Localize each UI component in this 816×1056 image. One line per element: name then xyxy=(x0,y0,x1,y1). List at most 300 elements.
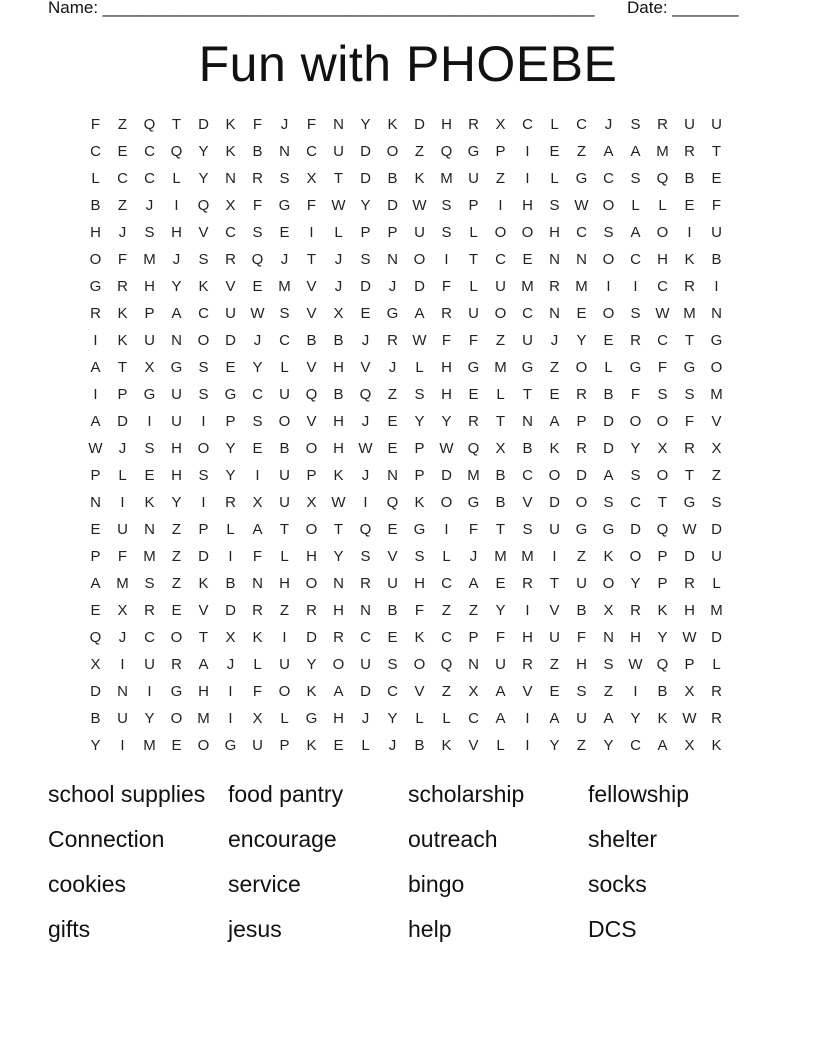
grid-letter: U xyxy=(252,737,263,754)
grid-letter: Q xyxy=(386,494,399,511)
grid-letter: V xyxy=(306,278,317,295)
grid-row xyxy=(82,546,730,573)
grid-letter: M xyxy=(494,548,507,565)
grid-letter: F xyxy=(468,521,479,538)
grid-letter: B xyxy=(333,386,344,403)
grid-letter: J xyxy=(280,251,289,268)
grid-letter: E xyxy=(549,143,560,160)
grid-letter: T xyxy=(333,521,344,538)
grid-letter: D xyxy=(630,521,641,538)
grid-letter: W xyxy=(412,197,427,214)
grid-letter: L xyxy=(91,170,100,187)
grid-letter: H xyxy=(90,224,101,241)
grid-letter: S xyxy=(414,548,425,565)
grid-letter: I xyxy=(714,278,719,295)
grid-letter: L xyxy=(712,656,721,673)
grid-letter: B xyxy=(333,332,344,349)
grid-letter: K xyxy=(225,143,236,160)
grid-row xyxy=(82,114,730,141)
grid-letter: C xyxy=(522,305,533,322)
grid-letter: S xyxy=(252,413,263,430)
grid-letter: V xyxy=(522,494,533,511)
grid-letter: E xyxy=(549,683,560,700)
grid-letter: X xyxy=(495,440,506,457)
grid-letter: E xyxy=(387,521,398,538)
grid-letter: X xyxy=(90,656,101,673)
grid-letter: S xyxy=(360,548,371,565)
word-list-item: shelter xyxy=(588,826,658,852)
grid-letter: C xyxy=(306,143,317,160)
grid-letter: Y xyxy=(387,710,398,727)
grid-letter: Q xyxy=(440,656,453,673)
grid-letter: S xyxy=(414,386,425,403)
grid-letter: Q xyxy=(197,197,210,214)
grid-letter: I xyxy=(525,170,530,187)
grid-letter: F xyxy=(441,332,452,349)
grid-letter: O xyxy=(602,251,615,268)
word-list-item: jesus xyxy=(228,916,282,942)
grid-row xyxy=(82,735,730,762)
grid-letter: M xyxy=(143,737,156,754)
grid-letter: T xyxy=(333,170,344,187)
grid-letter: I xyxy=(228,683,233,700)
grid-letter: U xyxy=(225,305,236,322)
grid-letter: I xyxy=(363,494,368,511)
grid-letter: C xyxy=(90,143,101,160)
grid-letter: W xyxy=(439,440,454,457)
grid-letter: K xyxy=(198,575,209,592)
grid-letter: N xyxy=(711,305,722,322)
grid-letter: F xyxy=(306,197,317,214)
grid-letter: I xyxy=(120,494,125,511)
grid-letter: S xyxy=(198,251,209,268)
grid-letter: D xyxy=(711,521,722,538)
grid-letter: V xyxy=(198,602,209,619)
grid-letter: O xyxy=(656,413,669,430)
grid-letter: O xyxy=(521,224,534,241)
grid-letter: F xyxy=(90,116,101,133)
grid-letter: Y xyxy=(657,629,668,646)
grid-letter: C xyxy=(630,494,641,511)
grid-letter: Y xyxy=(171,494,182,511)
grid-letter: W xyxy=(412,332,427,349)
grid-letter: U xyxy=(279,467,290,484)
grid-letter: V xyxy=(414,683,425,700)
grid-letter: O xyxy=(656,224,669,241)
word-list-item: scholarship xyxy=(408,781,525,807)
grid-letter: J xyxy=(118,440,127,457)
grid-letter: N xyxy=(144,521,155,538)
grid-letter: H xyxy=(144,278,155,295)
grid-letter: S xyxy=(522,521,533,538)
grid-letter: I xyxy=(444,251,449,268)
grid-letter: C xyxy=(468,710,479,727)
grid-letter: C xyxy=(387,683,398,700)
grid-letter: U xyxy=(117,521,128,538)
grid-letter: P xyxy=(306,467,317,484)
grid-letter: X xyxy=(306,170,317,187)
grid-letter: P xyxy=(657,575,668,592)
grid-letter: A xyxy=(495,710,506,727)
grid-row xyxy=(82,600,730,627)
grid-letter: X xyxy=(252,494,263,511)
word-list-item: encourage xyxy=(228,826,337,852)
grid-letter: L xyxy=(253,656,262,673)
grid-letter: C xyxy=(441,575,452,592)
grid-letter: B xyxy=(684,170,695,187)
grid-letter: P xyxy=(468,197,479,214)
grid-letter: Q xyxy=(440,143,453,160)
grid-letter: E xyxy=(171,737,182,754)
grid-letter: I xyxy=(255,467,260,484)
grid-letter: N xyxy=(360,602,371,619)
word-search-grid xyxy=(82,114,730,762)
grid-letter: L xyxy=(442,548,451,565)
grid-letter: D xyxy=(360,683,371,700)
grid-letter: Z xyxy=(711,467,722,484)
grid-letter: R xyxy=(711,710,722,727)
grid-letter: J xyxy=(280,116,289,133)
grid-letter: M xyxy=(494,359,507,376)
grid-letter: N xyxy=(333,575,344,592)
grid-letter: A xyxy=(198,656,209,673)
grid-letter: M xyxy=(467,467,480,484)
grid-letter: S xyxy=(549,197,560,214)
grid-letter: R xyxy=(630,602,641,619)
grid-row xyxy=(82,465,730,492)
grid-letter: N xyxy=(549,251,560,268)
word-list-item: socks xyxy=(588,871,647,897)
grid-letter: E xyxy=(117,143,128,160)
grid-letter: T xyxy=(198,629,209,646)
grid-letter: B xyxy=(225,575,236,592)
grid-letter: C xyxy=(252,386,263,403)
grid-letter: S xyxy=(630,170,641,187)
grid-letter: C xyxy=(360,629,371,646)
grid-letter: F xyxy=(414,602,425,619)
grid-letter: Z xyxy=(387,386,398,403)
grid-letter: Y xyxy=(333,548,344,565)
grid-letter: Y xyxy=(225,467,236,484)
grid-letter: L xyxy=(604,359,613,376)
grid-letter: O xyxy=(602,305,615,322)
grid-letter: S xyxy=(279,305,290,322)
grid-letter: V xyxy=(549,602,560,619)
grid-letter: Y xyxy=(198,143,209,160)
grid-letter: G xyxy=(386,305,399,322)
grid-letter: Z xyxy=(495,332,506,349)
grid-letter: Q xyxy=(656,656,669,673)
grid-letter: W xyxy=(682,710,697,727)
grid-letter: D xyxy=(360,170,371,187)
grid-letter: Z xyxy=(576,143,587,160)
grid-letter: N xyxy=(549,305,560,322)
grid-letter: U xyxy=(711,224,722,241)
grid-letter: L xyxy=(415,710,424,727)
grid-letter: H xyxy=(333,440,344,457)
grid-letter: T xyxy=(684,332,695,349)
grid-letter: Y xyxy=(576,332,587,349)
grid-letter: G xyxy=(575,170,588,187)
grid-letter: M xyxy=(521,548,534,565)
grid-letter: H xyxy=(414,575,425,592)
grid-letter: K xyxy=(117,332,128,349)
grid-letter: Y xyxy=(630,575,641,592)
grid-letter: H xyxy=(522,197,533,214)
grid-letter: P xyxy=(414,467,425,484)
grid-letter: S xyxy=(630,467,641,484)
grid-letter: G xyxy=(602,521,615,538)
grid-letter: C xyxy=(630,737,641,754)
grid-letter: R xyxy=(225,494,236,511)
grid-letter: A xyxy=(90,575,101,592)
grid-letter: P xyxy=(225,413,236,430)
grid-letter: J xyxy=(361,467,370,484)
grid-letter: I xyxy=(174,197,179,214)
grid-letter: Z xyxy=(171,521,182,538)
grid-letter: H xyxy=(657,251,668,268)
grid-letter: K xyxy=(414,629,425,646)
grid-letter: K xyxy=(306,737,317,754)
grid-letter: C xyxy=(225,224,236,241)
grid-letter: I xyxy=(633,278,638,295)
grid-letter: T xyxy=(495,521,506,538)
grid-letter: B xyxy=(90,710,101,727)
grid-letter: J xyxy=(361,413,370,430)
grid-letter: M xyxy=(143,251,156,268)
grid-letter: A xyxy=(549,710,560,727)
grid-letter: L xyxy=(280,548,289,565)
grid-letter: O xyxy=(386,143,399,160)
grid-letter: O xyxy=(440,494,453,511)
grid-letter: R xyxy=(333,629,344,646)
grid-letter: I xyxy=(201,494,206,511)
grid-letter: X xyxy=(684,737,695,754)
grid-letter: D xyxy=(198,548,209,565)
grid-letter: J xyxy=(226,656,235,673)
grid-letter: O xyxy=(305,521,318,538)
word-list xyxy=(48,779,768,959)
grid-letter: E xyxy=(684,197,695,214)
grid-letter: S xyxy=(198,467,209,484)
grid-letter: B xyxy=(252,143,263,160)
grid-letter: G xyxy=(629,359,642,376)
grid-row xyxy=(82,708,730,735)
grid-letter: F xyxy=(252,116,263,133)
grid-letter: Y xyxy=(252,359,263,376)
grid-letter: B xyxy=(387,602,398,619)
grid-letter: I xyxy=(93,386,98,403)
grid-letter: G xyxy=(89,278,102,295)
grid-letter: A xyxy=(468,575,479,592)
grid-letter: Z xyxy=(549,656,560,673)
grid-letter: L xyxy=(469,224,478,241)
grid-letter: Y xyxy=(630,440,641,457)
grid-letter: B xyxy=(279,440,290,457)
grid-letter: R xyxy=(387,332,398,349)
grid-letter: M xyxy=(143,548,156,565)
grid-letter: S xyxy=(441,224,452,241)
name-field-line: Name: ____________________________________________________ xyxy=(48,0,595,17)
grid-letter: U xyxy=(414,224,425,241)
grid-letter: H xyxy=(279,575,290,592)
grid-letter: R xyxy=(657,116,668,133)
grid-letter: T xyxy=(684,467,695,484)
grid-letter: Y xyxy=(198,170,209,187)
grid-letter: Y xyxy=(360,197,371,214)
grid-letter: C xyxy=(441,629,452,646)
grid-letter: Q xyxy=(170,143,183,160)
grid-letter: U xyxy=(495,278,506,295)
grid-letter: Q xyxy=(656,521,669,538)
grid-letter: I xyxy=(525,737,530,754)
grid-letter: R xyxy=(144,602,155,619)
word-list-row xyxy=(48,869,768,914)
grid-letter: R xyxy=(306,602,317,619)
grid-letter: Z xyxy=(441,683,452,700)
grid-row xyxy=(82,654,730,681)
grid-letter: R xyxy=(252,602,263,619)
grid-letter: S xyxy=(630,305,641,322)
grid-letter: P xyxy=(387,224,398,241)
grid-letter: J xyxy=(361,710,370,727)
grid-letter: U xyxy=(171,413,182,430)
grid-letter: I xyxy=(147,683,152,700)
grid-letter: H xyxy=(333,710,344,727)
grid-letter: G xyxy=(278,197,291,214)
grid-row xyxy=(82,492,730,519)
grid-letter: J xyxy=(550,332,559,349)
grid-letter: R xyxy=(468,116,479,133)
grid-row xyxy=(82,384,730,411)
word-list-row xyxy=(48,779,768,824)
grid-row xyxy=(82,438,730,465)
grid-letter: Y xyxy=(630,710,641,727)
grid-letter: J xyxy=(334,278,343,295)
grid-letter: O xyxy=(575,494,588,511)
grid-letter: R xyxy=(468,413,479,430)
grid-letter: S xyxy=(603,224,614,241)
grid-letter: P xyxy=(468,629,479,646)
grid-letter: T xyxy=(657,494,668,511)
grid-letter: I xyxy=(498,197,503,214)
grid-letter: W xyxy=(358,440,373,457)
grid-letter: A xyxy=(414,305,425,322)
grid-letter: C xyxy=(576,116,587,133)
grid-letter: K xyxy=(684,251,695,268)
grid-letter: G xyxy=(467,494,480,511)
grid-row xyxy=(82,627,730,654)
grid-letter: Z xyxy=(576,548,587,565)
grid-letter: D xyxy=(603,413,614,430)
grid-letter: K xyxy=(549,440,560,457)
grid-letter: S xyxy=(441,197,452,214)
word-list-item: DCS xyxy=(588,916,637,942)
grid-letter: K xyxy=(198,278,209,295)
grid-letter: C xyxy=(144,629,155,646)
grid-letter: H xyxy=(576,656,587,673)
grid-row xyxy=(82,303,730,330)
grid-letter: L xyxy=(496,737,505,754)
word-list-row xyxy=(48,914,768,959)
grid-letter: H xyxy=(441,359,452,376)
grid-letter: K xyxy=(117,305,128,322)
grid-letter: T xyxy=(468,251,479,268)
grid-letter: C xyxy=(657,278,668,295)
grid-letter: Y xyxy=(549,737,560,754)
grid-letter: O xyxy=(494,305,507,322)
grid-letter: N xyxy=(387,251,398,268)
grid-letter: A xyxy=(252,521,263,538)
grid-letter: J xyxy=(469,548,478,565)
grid-letter: N xyxy=(117,683,128,700)
grid-letter: V xyxy=(306,413,317,430)
grid-letter: F xyxy=(468,332,479,349)
grid-letter: E xyxy=(549,386,560,403)
grid-letter: C xyxy=(117,170,128,187)
grid-letter: M xyxy=(710,386,723,403)
grid-letter: W xyxy=(88,440,103,457)
grid-row xyxy=(82,249,730,276)
grid-letter: P xyxy=(144,305,155,322)
grid-letter: N xyxy=(387,467,398,484)
grid-letter: T xyxy=(549,575,560,592)
grid-letter: W xyxy=(250,305,265,322)
grid-letter: P xyxy=(657,548,668,565)
grid-letter: U xyxy=(144,656,155,673)
grid-letter: A xyxy=(603,143,614,160)
grid-letter: O xyxy=(602,575,615,592)
grid-letter: D xyxy=(684,548,695,565)
grid-letter: F xyxy=(117,251,128,268)
grid-letter: H xyxy=(441,116,452,133)
grid-letter: R xyxy=(252,170,263,187)
grid-letter: F xyxy=(252,683,263,700)
grid-letter: F xyxy=(117,548,128,565)
grid-letter: U xyxy=(387,575,398,592)
grid-letter: D xyxy=(225,332,236,349)
grid-letter: M xyxy=(116,575,129,592)
grid-letter: G xyxy=(305,710,318,727)
grid-letter: Z xyxy=(603,683,614,700)
grid-letter: A xyxy=(495,683,506,700)
grid-letter: Z xyxy=(414,143,425,160)
grid-letter: D xyxy=(117,413,128,430)
grid-letter: F xyxy=(657,359,668,376)
grid-letter: E xyxy=(333,737,344,754)
grid-letter: O xyxy=(413,656,426,673)
grid-letter: G xyxy=(521,359,534,376)
grid-letter: H xyxy=(171,440,182,457)
grid-letter: K xyxy=(414,170,425,187)
grid-letter: K xyxy=(657,710,668,727)
grid-letter: G xyxy=(467,143,480,160)
grid-letter: P xyxy=(90,548,101,565)
grid-letter: L xyxy=(550,170,559,187)
grid-letter: K xyxy=(144,494,155,511)
grid-letter: I xyxy=(525,143,530,160)
grid-letter: S xyxy=(603,656,614,673)
grid-letter: A xyxy=(630,224,641,241)
grid-letter: E xyxy=(495,575,506,592)
grid-letter: P xyxy=(414,440,425,457)
grid-letter: O xyxy=(575,359,588,376)
grid-letter: V xyxy=(468,737,479,754)
grid-letter: S xyxy=(252,224,263,241)
grid-letter: S xyxy=(684,386,695,403)
grid-letter: C xyxy=(657,332,668,349)
grid-letter: E xyxy=(360,305,371,322)
